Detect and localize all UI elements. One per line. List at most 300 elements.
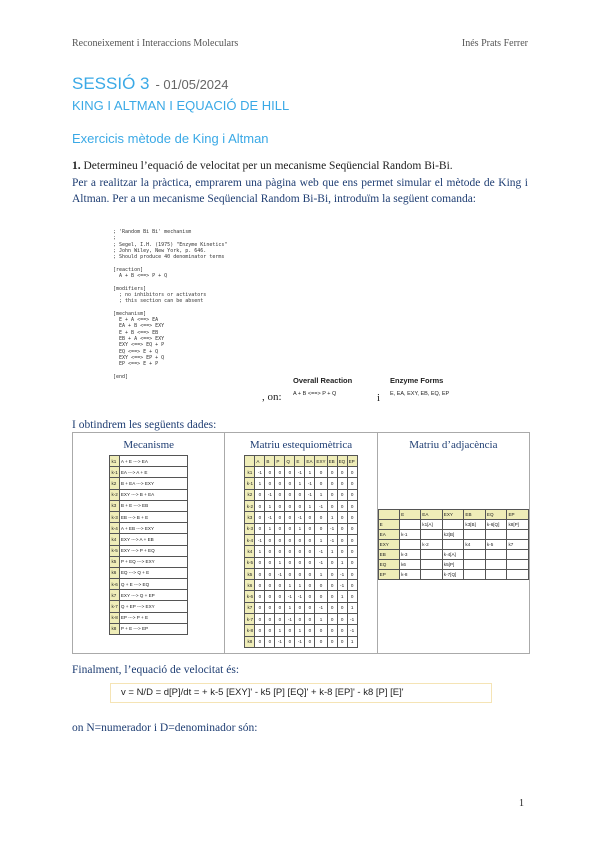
stoich-cell: 0 [255, 625, 265, 636]
stoich-cell: 0 [255, 557, 265, 568]
rate-constant: k-2 [245, 501, 255, 512]
reaction: EXY ---> P + EQ [119, 545, 187, 556]
stoich-cell: 0 [337, 602, 347, 613]
rate-constant: k3 [245, 512, 255, 523]
rate-constant: k6 [110, 567, 119, 578]
stoich-cell: 0 [275, 546, 285, 557]
adjacency-cell: k-8 [400, 570, 421, 580]
stoich-cell: 0 [337, 636, 347, 647]
rate-constant: k2 [245, 489, 255, 500]
adjacency-row [378, 540, 528, 550]
adjacency-cell: k6 [400, 560, 421, 570]
rate-constant: k6 [245, 580, 255, 591]
mechanism-row [110, 612, 187, 623]
rate-constant: k-8 [245, 625, 255, 636]
stoich-cell: -1 [347, 614, 357, 625]
stoich-cell: 0 [305, 557, 315, 568]
stoich-cell: 0 [327, 602, 337, 613]
stoich-cell: 0 [295, 614, 305, 625]
adjacency-cell [485, 570, 507, 580]
stoich-cell: 0 [295, 602, 305, 613]
adjacency-row [378, 570, 528, 580]
stoich-cell: 0 [295, 489, 305, 500]
row-header: EA [378, 530, 399, 540]
stoich-table [244, 455, 357, 648]
rate-constant: k-4 [110, 523, 119, 534]
stoich-cell: 0 [265, 625, 275, 636]
adjacency-cell: k-7[Q] [442, 570, 464, 580]
stoich-panel [225, 433, 377, 653]
rate-constant: k-3 [245, 523, 255, 534]
row-header: E [378, 520, 399, 530]
adjacency-cell [507, 530, 529, 540]
overall-heading: Overall Reaction [293, 376, 353, 385]
adjacency-cell: k-5 [485, 540, 507, 550]
reaction: EB ---> B + E [119, 511, 187, 522]
stoich-cell: 1 [327, 546, 337, 557]
session-number: SESSIÓ 3 [72, 74, 150, 93]
rate-constant: k-1 [110, 467, 119, 478]
stoich-cell: 1 [347, 636, 357, 647]
stoich-row [245, 467, 357, 478]
stoich-cell: 0 [255, 568, 265, 579]
stoich-cell: 0 [275, 478, 285, 489]
stoich-cell: 0 [327, 467, 337, 478]
rate-constant: k1 [110, 456, 119, 467]
forms-heading: Enzyme Forms [390, 376, 444, 385]
reaction: Q + EP ---> EXY [119, 601, 187, 612]
stoich-cell: 0 [347, 523, 357, 534]
stoich-cell: 0 [305, 534, 315, 545]
stoich-cell: 0 [327, 501, 337, 512]
stoich-cell: 0 [327, 557, 337, 568]
stoich-cell: 0 [305, 591, 315, 602]
reaction: EP ---> P + E [119, 612, 187, 623]
stoich-cell: 0 [275, 489, 285, 500]
adjacency-cell: k-1 [400, 530, 421, 540]
question [72, 158, 528, 174]
mechanism-row [110, 511, 187, 522]
stoich-cell: 0 [275, 534, 285, 545]
adjacency-cell: k1[A] [421, 520, 442, 530]
stoich-cell: 0 [265, 591, 275, 602]
overall-value: A + B <==> P + Q [293, 391, 337, 397]
stoich-cell: 0 [347, 467, 357, 478]
adjacency-cell [507, 560, 529, 570]
overall-reaction [293, 376, 352, 397]
adjacency-cell [421, 570, 442, 580]
stoich-cell: 0 [255, 602, 265, 613]
stoich-cell: 0 [295, 546, 305, 557]
stoich-cell: 0 [265, 602, 275, 613]
stoich-cell: 0 [285, 546, 295, 557]
stoich-cell: -1 [295, 512, 305, 523]
stoich-cell: -1 [275, 568, 285, 579]
stoich-cell: 0 [347, 591, 357, 602]
stoich-cell: 0 [305, 614, 315, 625]
stoich-cell: 1 [315, 568, 327, 579]
stoich-cell: 0 [347, 557, 357, 568]
stoich-cell: 0 [327, 568, 337, 579]
stoich-cell: 1 [265, 501, 275, 512]
adjacency-cell [442, 540, 464, 550]
command-code: ; 'Random Bi Bi' mechanism ; ; Segel, I.H. (1975) "Enzyme Kinetics" ; John Wiley, New York, p. 646. ; Should produce 40 denominator terms [reaction] A + B <==> P + Q [modifiers] ; no inhibitors or activators ; this section can be absent [mechanism] E + A <==> EA EA + B <==> EXY E + B <==> EB EB + A <==> EXY EXY <==> EQ + P EQ <==> E + Q EXY <==> EP + Q EP <==> E + P [end] [113, 229, 228, 380]
rate-constant: k2 [110, 478, 119, 489]
stoich-cell: 0 [327, 489, 337, 500]
mechanism-row [110, 534, 187, 545]
results-figure [72, 432, 530, 654]
stoich-cell: 0 [315, 636, 327, 647]
stoich-cell: 0 [285, 523, 295, 534]
reaction: A + EB ---> EXY [119, 523, 187, 534]
stoich-cell: 0 [327, 614, 337, 625]
rate-constant: k-4 [245, 534, 255, 545]
rate-constant: k-6 [245, 591, 255, 602]
stoich-title: Matriu estequiomètrica [249, 439, 353, 451]
stoich-cell: 1 [255, 478, 265, 489]
intro-paragraph: Per a realitzar la pràctica, emprarem una pàgina web que ens permet simular el mètode de King i Altman. Per a un mecanisme Seqüencial Random Bi-Bi, introduïm la següent comanda: [72, 177, 528, 205]
stoich-cell: 1 [285, 580, 295, 591]
stoich-cell: 0 [265, 580, 275, 591]
stoich-cell: 1 [295, 478, 305, 489]
mechanism-row [110, 579, 187, 590]
stoich-row [245, 523, 357, 534]
rate-constant: k3 [110, 500, 119, 511]
column-header: E [400, 510, 421, 520]
where-text: on N=numerador i D=denominador són: [72, 722, 258, 734]
mechanism-row [110, 489, 187, 500]
mechanism-table [109, 455, 187, 635]
column-header: EB [464, 510, 485, 520]
stoich-row [245, 557, 357, 568]
adjacency-row [378, 520, 528, 530]
stoich-cell: 1 [305, 467, 315, 478]
column-header: EA [305, 456, 315, 467]
stoich-cell: 0 [255, 580, 265, 591]
column-header: P [275, 456, 285, 467]
adjacency-cell [421, 530, 442, 540]
column-header: Q [285, 456, 295, 467]
stoich-cell: -1 [337, 568, 347, 579]
rate-constant: k-8 [110, 612, 119, 623]
rate-constant: k-5 [245, 557, 255, 568]
stoich-cell: 0 [337, 501, 347, 512]
adjacency-cell [485, 530, 507, 540]
stoich-cell: 1 [255, 546, 265, 557]
adjacency-cell: k7 [507, 540, 529, 550]
rate-constant: k8 [110, 623, 119, 634]
adjacency-cell [507, 570, 529, 580]
stoich-cell: -1 [315, 557, 327, 568]
stoich-cell: 0 [275, 602, 285, 613]
column-header: EXY [442, 510, 464, 520]
stoich-cell: 0 [337, 512, 347, 523]
adjacency-title: Matriu d’adjacència [409, 439, 498, 451]
stoich-cell: 1 [295, 523, 305, 534]
stoich-cell: 0 [265, 534, 275, 545]
stoich-cell: 0 [315, 467, 327, 478]
stoich-cell: 0 [265, 636, 275, 647]
rate-constant: k-5 [110, 545, 119, 556]
stoich-cell: -1 [285, 614, 295, 625]
stoich-cell: 0 [265, 478, 275, 489]
stoich-cell: -1 [315, 501, 327, 512]
question-number: 1. [72, 160, 81, 172]
stoich-cell: 0 [347, 546, 357, 557]
stoich-cell: 1 [285, 602, 295, 613]
stoich-cell: 1 [315, 614, 327, 625]
adjacency-cell [464, 560, 485, 570]
column-header: A [255, 456, 265, 467]
reaction: B + E ---> EB [119, 500, 187, 511]
mechanism-row [110, 523, 187, 534]
stoich-cell: 0 [327, 478, 337, 489]
stoich-cell: 0 [285, 534, 295, 545]
mechanism-row [110, 467, 187, 478]
stoich-cell: 0 [275, 501, 285, 512]
stoich-cell: 0 [305, 602, 315, 613]
stoich-row [245, 534, 357, 545]
column-header: EA [421, 510, 442, 520]
mechanism-row [110, 456, 187, 467]
stoich-cell: 0 [255, 501, 265, 512]
stoich-cell: 0 [347, 501, 357, 512]
page-number: 1 [519, 798, 524, 809]
column-header: EQ [485, 510, 507, 520]
adjacency-cell: k8[P] [507, 520, 529, 530]
adjacency-cell: k-2 [421, 540, 442, 550]
stoich-row [245, 478, 357, 489]
stoich-cell: 0 [315, 580, 327, 591]
stoich-cell: -1 [275, 636, 285, 647]
stoich-cell: 1 [275, 557, 285, 568]
rate-constant: k7 [245, 602, 255, 613]
adjacency-panel [378, 433, 529, 653]
adjacency-cell [421, 550, 442, 560]
stoich-cell: -1 [285, 591, 295, 602]
stoich-row [245, 546, 357, 557]
stoich-cell: 0 [295, 557, 305, 568]
stoich-row [245, 501, 357, 512]
stoich-cell: 0 [305, 512, 315, 523]
and-label: i [377, 392, 381, 404]
stoich-cell: 0 [305, 568, 315, 579]
adjacency-cell [485, 560, 507, 570]
stoich-cell: 1 [315, 534, 327, 545]
stoich-cell: 0 [275, 512, 285, 523]
reaction: EXY ---> A + EB [119, 534, 187, 545]
session-date: - 01/05/2024 [155, 77, 229, 92]
stoich-cell: 1 [295, 625, 305, 636]
stoich-cell: 0 [347, 568, 357, 579]
corner-cell [245, 456, 255, 467]
stoich-row [245, 512, 357, 523]
reaction: EXY ---> Q + EP [119, 590, 187, 601]
stoich-cell: -1 [327, 534, 337, 545]
stoich-cell: 0 [285, 478, 295, 489]
stoich-row [245, 580, 357, 591]
adjacency-cell [400, 520, 421, 530]
reaction: B + EA ---> EXY [119, 478, 187, 489]
adjacency-header [378, 510, 528, 520]
stoich-cell: 0 [337, 534, 347, 545]
stoich-cell: 1 [305, 501, 315, 512]
stoich-cell: 0 [295, 568, 305, 579]
stoich-cell: 0 [285, 512, 295, 523]
mechanism-row [110, 556, 187, 567]
stoich-cell: 0 [305, 523, 315, 534]
header-author: Inés Prats Ferrer [461, 38, 528, 49]
rate-constant: k8 [245, 636, 255, 647]
rate-constant: k-7 [245, 614, 255, 625]
stoich-cell: 0 [285, 467, 295, 478]
adjacency-cell: k-3 [400, 550, 421, 560]
stoich-cell: 0 [285, 625, 295, 636]
adjacency-table [378, 509, 529, 580]
corner-cell [378, 510, 399, 520]
stoich-cell: 0 [255, 512, 265, 523]
stoich-cell: 1 [275, 625, 285, 636]
stoich-cell: 0 [265, 568, 275, 579]
section-heading: Exercicis mètode de King i Altman [72, 131, 269, 146]
stoich-cell: 0 [285, 489, 295, 500]
rate-equation: v = N/D = d[P]/dt = + k-5 [EXY]' - k5 [P] [EQ]' + k-8 [EP]' - k8 [P] [E]' [110, 683, 492, 703]
stoich-row [245, 568, 357, 579]
reaction: A + E ---> EA [119, 456, 187, 467]
adjacency-cell: k5[P] [442, 560, 464, 570]
stoich-cell: 0 [265, 546, 275, 557]
stoich-row [245, 489, 357, 500]
adjacency-cell [464, 570, 485, 580]
adjacency-cell [400, 540, 421, 550]
adjacency-cell: k-4[A] [442, 550, 464, 560]
column-header: EQ [337, 456, 347, 467]
on-label: , on: [262, 391, 282, 403]
stoich-cell: -1 [305, 489, 315, 500]
stoich-cell: -1 [327, 523, 337, 534]
stoich-cell: 0 [347, 512, 357, 523]
stoich-cell: 0 [337, 489, 347, 500]
rate-constant: k5 [245, 568, 255, 579]
rate-constant: k1 [245, 467, 255, 478]
stoich-cell: 0 [255, 636, 265, 647]
mechanism-row [110, 545, 187, 556]
reaction: P + E ---> EP [119, 623, 187, 634]
adjacency-cell [464, 550, 485, 560]
stoich-cell: 0 [337, 467, 347, 478]
stoich-cell: -1 [295, 467, 305, 478]
stoich-cell: -1 [265, 489, 275, 500]
stoich-cell: -1 [295, 636, 305, 647]
rate-constant: k4 [245, 546, 255, 557]
stoich-cell: 0 [347, 489, 357, 500]
rate-constant: k4 [110, 534, 119, 545]
stoich-cell: 1 [265, 523, 275, 534]
forms-value: E, EA, EXY, EB, EQ, EP [390, 391, 450, 397]
stoich-cell: 0 [337, 614, 347, 625]
stoich-cell: 0 [315, 512, 327, 523]
stoich-cell: 0 [315, 523, 327, 534]
stoich-cell: -1 [315, 602, 327, 613]
adjacency-cell [507, 550, 529, 560]
stoich-row [245, 591, 357, 602]
stoich-cell: 0 [327, 625, 337, 636]
adjacency-cell: k4 [464, 540, 485, 550]
reaction: EXY ---> B + EA [119, 489, 187, 500]
stoich-cell: 0 [347, 580, 357, 591]
obtain-text: I obtindrem les següents dades: [72, 419, 217, 431]
reaction: Q + E ---> EQ [119, 579, 187, 590]
stoich-cell: 0 [305, 636, 315, 647]
row-header: EB [378, 550, 399, 560]
stoich-header [245, 456, 357, 467]
rate-constant: k5 [110, 556, 119, 567]
row-header: EQ [378, 560, 399, 570]
reaction: P + EQ ---> EXY [119, 556, 187, 567]
adjacency-cell: k3[B] [464, 520, 485, 530]
rate-constant: k-3 [110, 511, 119, 522]
column-header: EXY [315, 456, 327, 467]
stoich-cell: 0 [255, 614, 265, 625]
adjacency-cell [442, 520, 464, 530]
stoich-row [245, 614, 357, 625]
stoich-row [245, 636, 357, 647]
mechanism-row [110, 500, 187, 511]
stoich-cell: 0 [275, 580, 285, 591]
adjacency-cell [485, 550, 507, 560]
stoich-cell: 0 [285, 568, 295, 579]
mechanism-row [110, 590, 187, 601]
mechanism-row [110, 567, 187, 578]
stoich-row [245, 602, 357, 613]
column-header: EB [327, 456, 337, 467]
stoich-cell: -1 [347, 625, 357, 636]
row-header: EXY [378, 540, 399, 550]
stoich-cell: 1 [337, 591, 347, 602]
adjacency-cell: k-6[Q] [485, 520, 507, 530]
adjacency-cell [421, 560, 442, 570]
stoich-row [245, 625, 357, 636]
column-header: EP [507, 510, 529, 520]
stoich-cell: 0 [347, 534, 357, 545]
stoich-cell: 0 [337, 625, 347, 636]
stoich-cell: 0 [305, 546, 315, 557]
stoich-cell: 0 [255, 523, 265, 534]
rate-constant: k-2 [110, 489, 119, 500]
stoich-cell: -1 [255, 467, 265, 478]
session-subtitle: KING I ALTMAN I EQUACIÓ DE HILL [72, 98, 290, 113]
stoich-cell: 0 [255, 591, 265, 602]
adjacency-cell [464, 530, 485, 540]
adjacency-row [378, 560, 528, 570]
stoich-cell: 0 [275, 614, 285, 625]
rate-constant: k-1 [245, 478, 255, 489]
stoich-cell: 1 [327, 512, 337, 523]
stoich-cell: 0 [265, 557, 275, 568]
rate-constant: k7 [110, 590, 119, 601]
stoich-cell: 0 [327, 636, 337, 647]
stoich-cell: 0 [255, 489, 265, 500]
stoich-cell: 0 [285, 557, 295, 568]
adjacency-row [378, 550, 528, 560]
stoich-cell: 0 [327, 580, 337, 591]
stoich-cell: -1 [255, 534, 265, 545]
stoich-cell: 1 [347, 602, 357, 613]
stoich-cell: 0 [315, 625, 327, 636]
stoich-cell: 0 [295, 501, 305, 512]
enzyme-forms [390, 376, 449, 397]
stoich-cell: 0 [295, 534, 305, 545]
